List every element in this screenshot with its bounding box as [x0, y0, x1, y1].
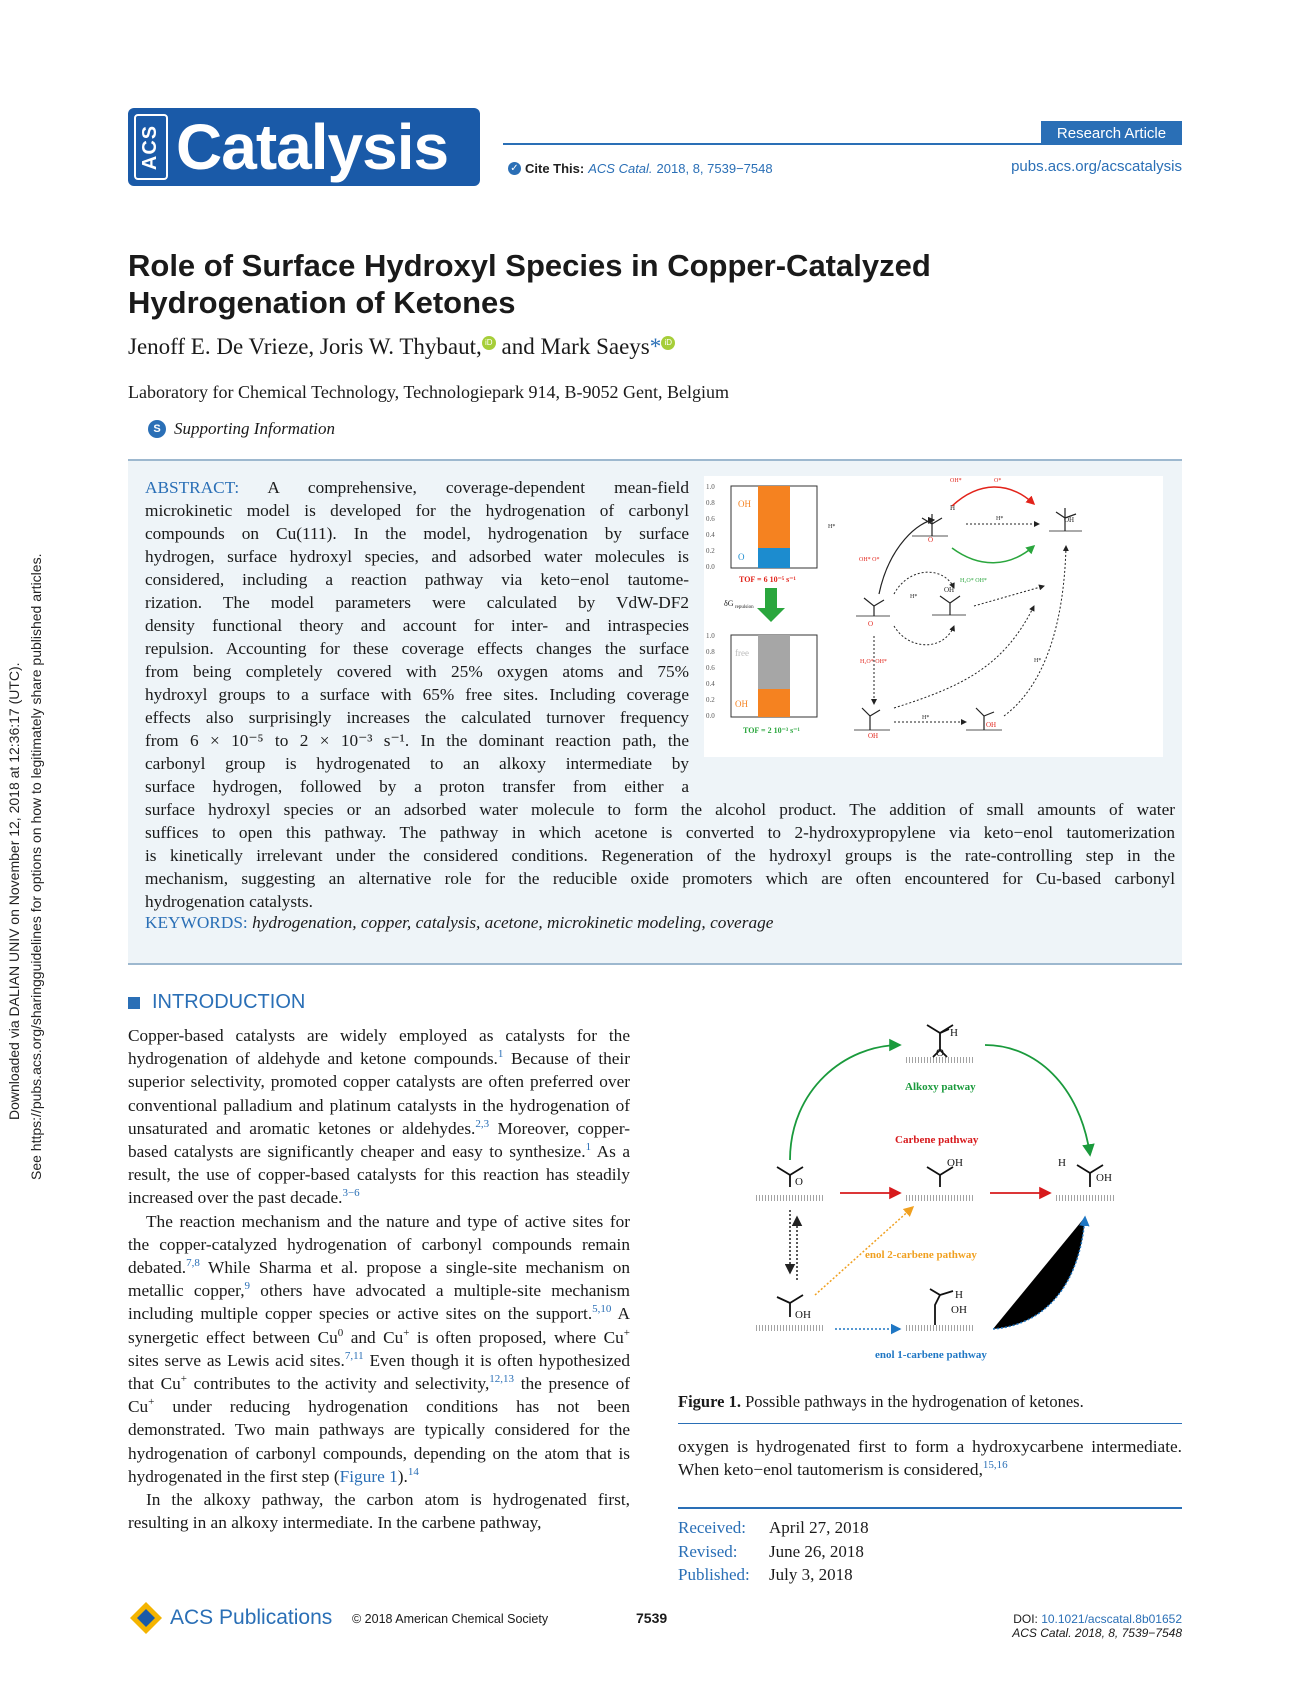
reference-link[interactable]: 12,13: [489, 1373, 515, 1386]
authors-last: and Mark Saeys: [495, 334, 650, 359]
toc-oh: OH: [986, 721, 997, 729]
doi-link[interactable]: 10.1021/acscatal.8b01652: [1041, 1612, 1182, 1626]
intro-paragraph-2: The reaction mechanism and the nature and type of active sites for the copper-catalyzed hydrogenation of carbonyl compounds remain debated.$^{7,8}$ While Sharma et al. propose a single-site mechanism on metallic copper,$^9$ others have advocated a multiple-site mechanism including multiple copper species or active sites on the support.$^{5,10}$ A synergetic effect between Cu$^0$ and Cu+ is often proposed, where Cu+ sites serve as Lewis acid sites.$^{7,11}$ Even though it is often hypothesized that Cu+ contributes to the activity and selectivity,$^{12,13}$ the presence of Cu+ under reducing hydrogenation conditions has not been demonstrated. Two main pathways are typically considered for the hydrogenation of carbonyl compounds, depending on the atom that is hydrogenated in the first step (Figure 1).$^{14}$: [128, 1211, 631, 1486]
footer-citation: ACS Catal. 2018, 8, 7539−7548: [1012, 1626, 1182, 1640]
toc-oh: OH: [1064, 516, 1075, 524]
toc-label-h-star: H*: [910, 594, 918, 600]
toc-tick: 0.0: [706, 563, 715, 571]
alkoxy-pathway-label: Alkoxy patway: [905, 1081, 976, 1093]
reference-link[interactable]: 15,16: [982, 1459, 1008, 1472]
reference-link[interactable]: 9: [244, 1280, 251, 1293]
enol2-pathway-label: enol 2-carbene pathway: [865, 1249, 977, 1261]
supporting-info-icon: S: [148, 420, 166, 438]
abstract-line: ABSTRACT: A comprehensive, coverage-dependent mean-field: [145, 478, 689, 497]
figure-1: [735, 995, 1115, 1375]
section-heading-introduction: INTRODUCTION: [128, 991, 305, 1014]
fig-h-label: H: [955, 1289, 963, 1301]
abstract-line: is kinetically irrelevant under the considered conditions. Regeneration of the hydroxyl groups is the rate-controlling step in the: [145, 846, 1175, 865]
keywords-list: hydrogenation, copper, catalysis, acetone, microkinetic modeling, coverage: [252, 913, 774, 932]
abstract-line: hydroxyl groups to a surface with 65% free sites. Including coverage: [145, 685, 689, 704]
cite-this[interactable]: [508, 161, 773, 176]
toc-bar-oh-top: [758, 486, 790, 548]
toc-tick: 1.0: [706, 632, 715, 640]
toc-svg: [704, 476, 1163, 757]
toc-h: H: [950, 504, 956, 512]
abstract-line: density functional theory and account for inter- and intraspecies: [145, 616, 689, 635]
toc-tick: 0.6: [706, 515, 715, 523]
article-dates: [678, 1516, 869, 1587]
abstract-line: surface hydrogen, followed by a proton transfer from either a: [145, 777, 689, 796]
toc-o: O: [868, 620, 874, 628]
keywords: [145, 911, 1175, 934]
supporting-info-label[interactable]: Supporting Information: [174, 419, 336, 438]
abstract-line: rization. The model parameters were calculated by VdW-DF2: [145, 593, 689, 612]
toc-tick: 1.0: [706, 483, 715, 491]
carbene-pathway-label: Carbene pathway: [895, 1134, 979, 1146]
toc-label-oh-o: OH* O*: [859, 557, 880, 563]
copyright: © 2018 American Chemical Society: [352, 1612, 549, 1626]
reference-link[interactable]: 2,3: [475, 1118, 490, 1131]
intro-paragraph-3: In the alkoxy pathway, the carbon atom is hydrogenated first, resulting in an alkoxy intermediate. In the carbene pathway,: [128, 1490, 630, 1533]
acs-publications-logo[interactable]: ACS Publications: [128, 1600, 332, 1636]
received-date: April 27, 2018: [769, 1518, 869, 1537]
toc-tof-bottom: TOF = 2 10⁻³ s⁻¹: [743, 726, 800, 735]
supporting-information-link[interactable]: [148, 419, 335, 439]
revised-label: Revised:: [678, 1541, 738, 1561]
toc-label-h2o-oh: H₂O* OH*: [860, 659, 887, 665]
abstract-line: microkinetic model is developed for the hydrogenation of carbonyl: [145, 501, 689, 520]
abstract-wide-text: [145, 798, 1175, 913]
toc-tick: 0.4: [706, 680, 715, 688]
heading-square-icon: [128, 997, 140, 1009]
toc-label-h2o-oh2: H₂O* OH*: [960, 578, 987, 584]
toc-tick: 0.4: [706, 531, 715, 539]
figure-1-link[interactable]: Figure 1: [339, 1466, 398, 1486]
acs-logo-mark: ACS: [134, 114, 168, 180]
article-title: Role of Surface Hydroxyl Species in Copper-Catalyzed Hydrogenation of Ketones: [128, 248, 931, 320]
fig-oh-label: OH: [947, 1157, 963, 1169]
cite-label: Cite This:: [525, 161, 585, 176]
toc-label-h-star: H*: [922, 715, 930, 721]
abstract-line: surface hydroxyl species or an adsorbed water molecule to form the alcohol product. The addition of small amounts of water: [145, 800, 1175, 819]
toc-o: O: [928, 536, 934, 544]
fig-oh-label: OH: [951, 1304, 967, 1316]
page-number: 7539: [636, 1610, 668, 1626]
right-column-text: oxygen is hydrogenated first to form a hydroxycarbene intermediate. When keto−enol tautomerism is considered,$^{15,16}$: [678, 1437, 1182, 1480]
caption-rule: [678, 1423, 1182, 1424]
surface-ketone: [755, 1195, 825, 1201]
cite-journal[interactable]: ACS Catal.: [588, 161, 653, 176]
fig-oh-label: OH: [1096, 1172, 1112, 1184]
fig-o-label: O: [795, 1176, 803, 1188]
reference-link[interactable]: 3−6: [342, 1187, 360, 1200]
intro-paragraph-1: Copper-based catalysts are widely employed as catalysts for the hydrogenation of aldehyde and ketone compounds.$^1$ Because of their superior selectivity, promoted copper catalysts are often preferred over conventional palladium and platinum catalysts in the hydrogenation of unsaturated and aromatic ketones or aldehydes.$^{2,3}$ Moreover, copper-based catalysts are significantly cheaper and easy to synthesize.$^1$ As a result, the use of copper-based catalysts for this reaction has steadily increased over the past decade.$^{3-6}$: [128, 1026, 631, 1208]
fig-oh-label: OH: [795, 1309, 811, 1321]
toc-bar-o-top: [758, 548, 790, 568]
affiliation: Laboratory for Chemical Technology, Technologiepark 914, B-9052 Gent, Belgium: [128, 382, 730, 402]
abstract-line: mechanism, suggesting an alternative role for the reducible oxide promoters which are often encountered for Cu-based carbonyl: [145, 869, 1175, 888]
toc-label-h-star: H*: [828, 524, 836, 530]
abstract-narrow-text: [145, 476, 689, 798]
reference-link[interactable]: 7,8: [186, 1257, 200, 1270]
authors-first: Jenoff E. De Vrieze, Joris W. Thybaut,: [128, 334, 482, 359]
doi-block: DOI: 10.1021/acscatal.8b01652 ACS Catal. 2018, 8, 7539−7548: [1012, 1612, 1182, 1640]
surface-enol2: [755, 1325, 825, 1331]
toc-o-label: O: [738, 552, 745, 562]
fig-o-label: O: [936, 1047, 944, 1059]
left-column-text: [128, 1024, 630, 1534]
toc-tick: 0.6: [706, 664, 715, 672]
abstract-label: ABSTRACT:: [145, 478, 240, 497]
check-icon: ✓: [508, 162, 521, 175]
enol1-pathway-label: enol 1-carbene pathway: [875, 1349, 987, 1361]
abstract-line: hydrogen, surface hydroxyl species, and adsorbed water molecules is: [145, 547, 689, 566]
toc-dg: δG: [724, 599, 734, 608]
toc-bar-free: [758, 635, 790, 689]
toc-tof-top: TOF = 6 10⁻⁵ s⁻¹: [739, 575, 796, 584]
surface-enol1: [905, 1325, 975, 1331]
abstract-line: carbonyl group is hydrogenated to an alkoxy intermediate by: [145, 754, 689, 773]
toc-oh: OH: [868, 732, 879, 740]
published-label: Published:: [678, 1565, 750, 1584]
fig-h-label: H: [950, 1027, 958, 1039]
figure-1-caption: Figure 1. Possible pathways in the hydrogenation of ketones.: [678, 1392, 1084, 1411]
toc-free-label: free: [735, 648, 749, 658]
toc-tick: 0.2: [706, 696, 715, 704]
abstract-line: from being completely covered with 25% oxygen atoms and 75%: [145, 662, 689, 681]
surface-carbene: [905, 1195, 975, 1201]
toc-tick: 0.8: [706, 648, 715, 656]
orcid-icon[interactable]: iD: [661, 336, 675, 350]
toc-oh-label: OH: [738, 499, 751, 509]
toc-label-o-star: O*: [994, 478, 1002, 484]
abstract-line: repulsion. Accounting for these coverage effects changes the surface: [145, 639, 689, 658]
download-sidebar: [4, 480, 44, 1180]
orcid-icon[interactable]: iD: [482, 336, 496, 350]
abstract-line: effects also surprisingly increases the calculated turnover frequency: [145, 708, 689, 727]
reference-link[interactable]: 5,10: [592, 1303, 612, 1316]
abstract-line: from 6 × 10⁻⁵ to 2 × 10⁻³ s⁻¹. In the dominant reaction path, the: [145, 731, 689, 750]
keywords-label: KEYWORDS:: [145, 913, 248, 932]
abstract-line: suffices to open this pathway. The pathway in which acetone is converted to 2-hydroxypropylene via keto−enol tautomerization: [145, 823, 1175, 842]
abstract-line: compounds on Cu(111). In the model, hydrogenation by surface: [145, 524, 689, 543]
author-list: [128, 334, 675, 360]
toc-tick: 0.8: [706, 499, 715, 507]
abstract-line: hydrogenation catalysts.: [145, 892, 313, 911]
revised-date: June 26, 2018: [769, 1541, 864, 1561]
journal-url[interactable]: pubs.acs.org/acscatalysis: [1011, 158, 1182, 175]
alkoxy-arrow-1: [790, 1045, 900, 1160]
journal-wordmark: Catalysis: [176, 111, 449, 183]
received-label: Received:: [678, 1518, 746, 1537]
reference-link[interactable]: 1: [497, 1048, 504, 1061]
corresponding-star[interactable]: *: [649, 334, 662, 359]
journal-logo[interactable]: [128, 108, 480, 186]
sidebar-share-line: See https://pubs.acs.org/sharingguidelines for options on how to legitimately share published articles.: [28, 553, 44, 1180]
alkoxy-arrow-2: [985, 1045, 1090, 1155]
reference-link[interactable]: 1: [585, 1141, 592, 1154]
reference-link[interactable]: 14: [407, 1466, 419, 1479]
fig-h-label: H: [1058, 1157, 1066, 1169]
toc-label-h-star: H*: [996, 516, 1004, 522]
dates-rule: [678, 1507, 1182, 1509]
surface-alcohol: [1055, 1195, 1115, 1201]
toc-dg-sub: repulsion: [735, 605, 754, 610]
published-date: July 3, 2018: [769, 1565, 853, 1584]
sidebar-download-line: Downloaded via DALIAN UNIV on November 12, 2018 at 12:36:17 (UTC).: [6, 662, 22, 1120]
toc-label-h-star: H*: [1034, 658, 1042, 664]
article-type-badge: Research Article: [1041, 121, 1182, 145]
toc-oh-label-bottom: OH: [735, 699, 748, 709]
toc-oh: OH: [944, 586, 955, 594]
enol1-arrow-2: [993, 1217, 1085, 1329]
figure-1-svg: [735, 995, 1115, 1375]
toc-bar-oh-bottom: [758, 689, 790, 717]
toc-tick: 0.2: [706, 547, 715, 555]
reference-link[interactable]: 7,11: [344, 1350, 364, 1363]
toc-graphic: [704, 476, 1163, 757]
toc-tick: 0.0: [706, 712, 715, 720]
abstract-line: considered, including a reaction pathway via keto−enol tautome-: [145, 570, 689, 589]
toc-label-oh-star: OH*: [950, 478, 962, 484]
acs-shield-icon: [128, 1600, 164, 1636]
cite-volume[interactable]: 2018, 8, 7539−7548: [656, 161, 773, 176]
